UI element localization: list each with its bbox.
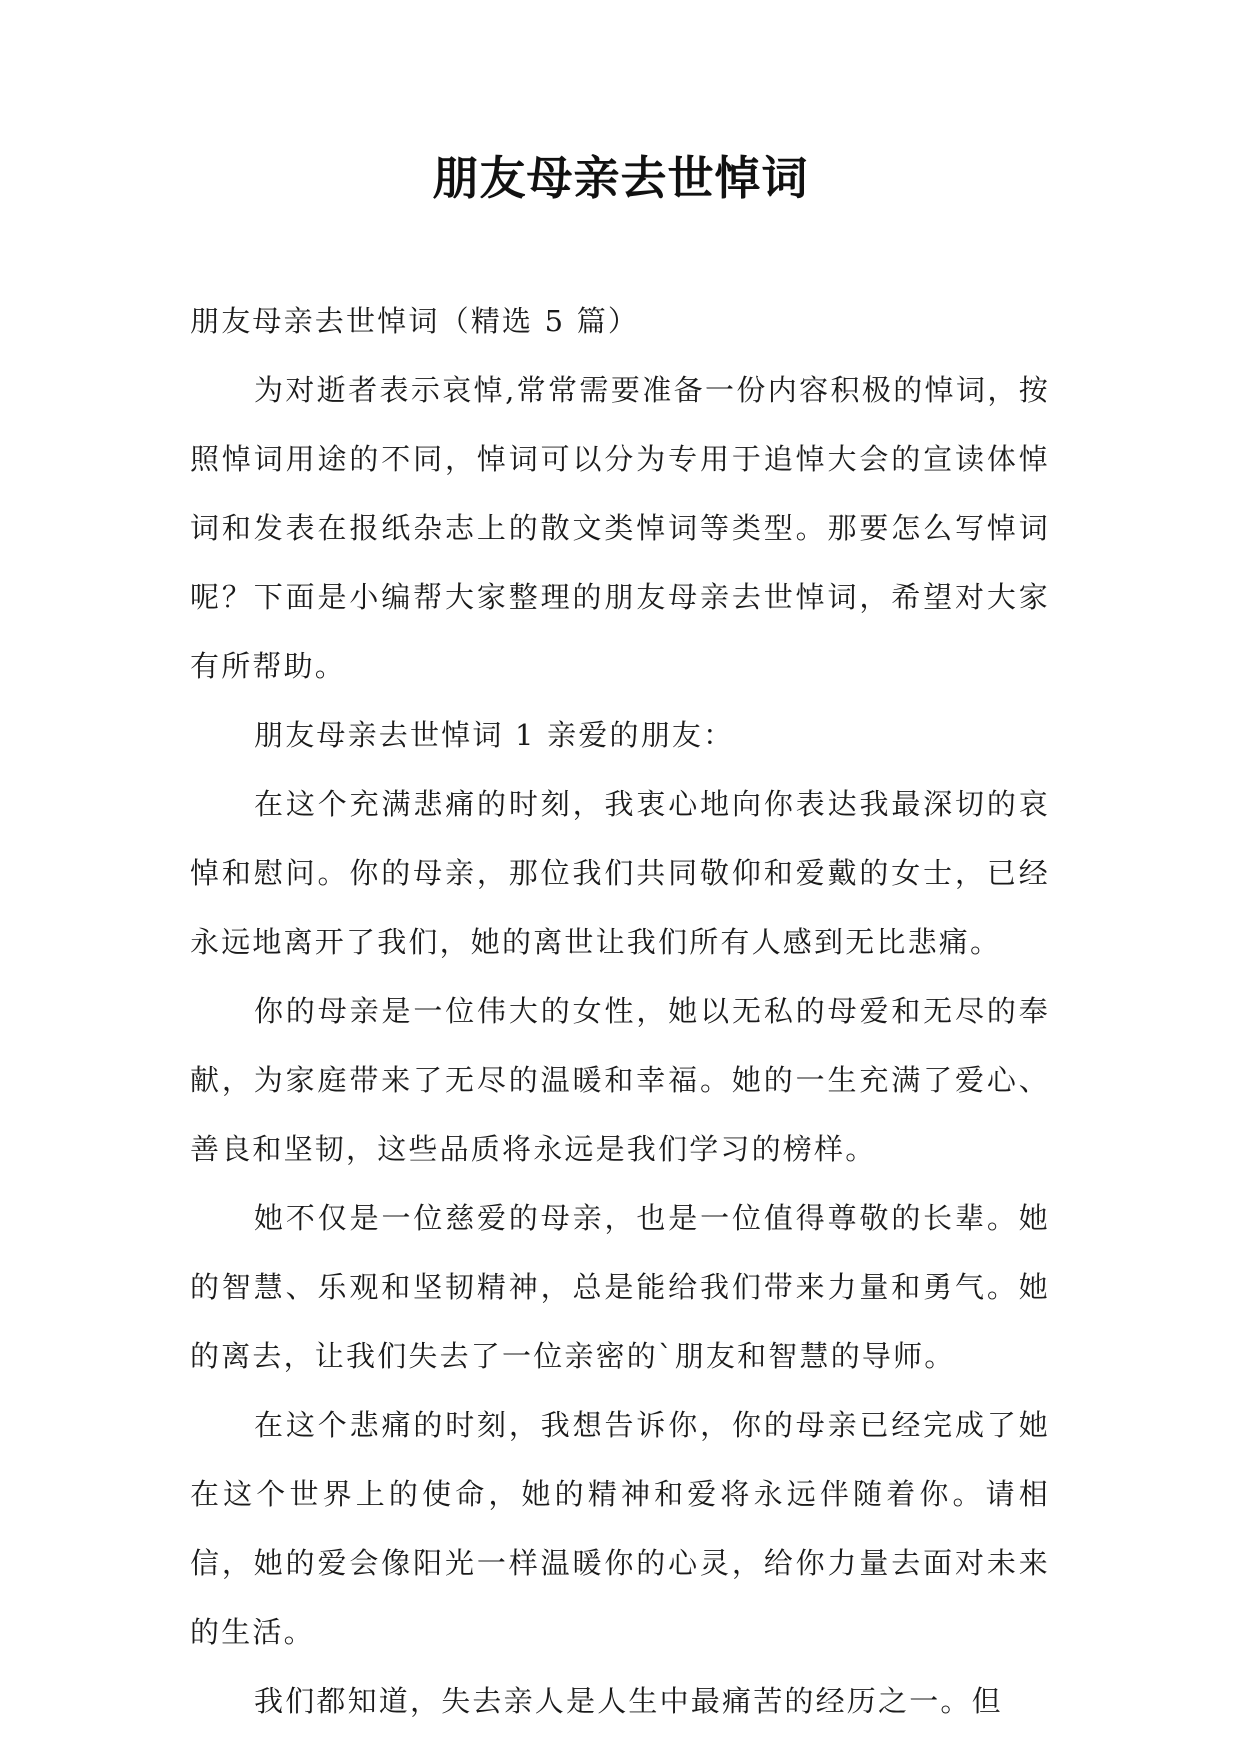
paragraph-comfort: 在这个悲痛的时刻，我想告诉你，你的母亲已经完成了她在这个世界上的使命，她的精神和爱将永远伴随着你。请相信，她的爱会像阳光一样温暖你的心灵，给你力量去面对未来的生活。 (190, 1408, 1050, 1649)
paragraph-respected-elder: 她不仅是一位慈爱的母亲，也是一位值得尊敬的长辈。她的智慧、乐观和坚韧精神，总是能给我们带来力量和勇气。她的离去，让我们失去了一位亲密的`朋友和智慧的导师。 (190, 1201, 1050, 1373)
paragraph-condolence: 在这个充满悲痛的时刻，我衷心地向你表达我最深切的哀悼和慰问。你的母亲，那位我们共同敬仰和爱戴的女士，已经永远地离开了我们，她的离世让我们所有人感到无比悲痛。 (190, 787, 1050, 959)
document-title: 朋友母亲去世悼词 (432, 151, 809, 205)
paragraph-intro: 为对逝者表示哀悼,常常需要准备一份内容积极的悼词，按照悼词用途的不同，悼词可以分为专用于追悼大会的宣读体悼词和发表在报纸杂志上的散文类悼词等类型。那要怎么写悼词呢？下面是小编帮大家整理的朋友母亲去世悼词，希望对大家有所帮助。 (190, 373, 1050, 683)
paragraph-mother-virtues: 你的母亲是一位伟大的女性，她以无私的母爱和无尽的奉献，为家庭带来了无尽的温暖和幸福。她的一生充满了爱心、善良和坚韧，这些品质将永远是我们学习的榜样。 (190, 994, 1050, 1166)
document-body (190, 287, 1050, 1736)
document-subtitle: 朋友母亲去世悼词（精选 5 篇） (190, 304, 640, 338)
paragraph-loss: 我们都知道，失去亲人是人生中最痛苦的经历之一。但 (254, 1684, 1003, 1718)
paragraph-salutation: 朋友母亲去世悼词 1 亲爱的朋友： (254, 718, 735, 752)
